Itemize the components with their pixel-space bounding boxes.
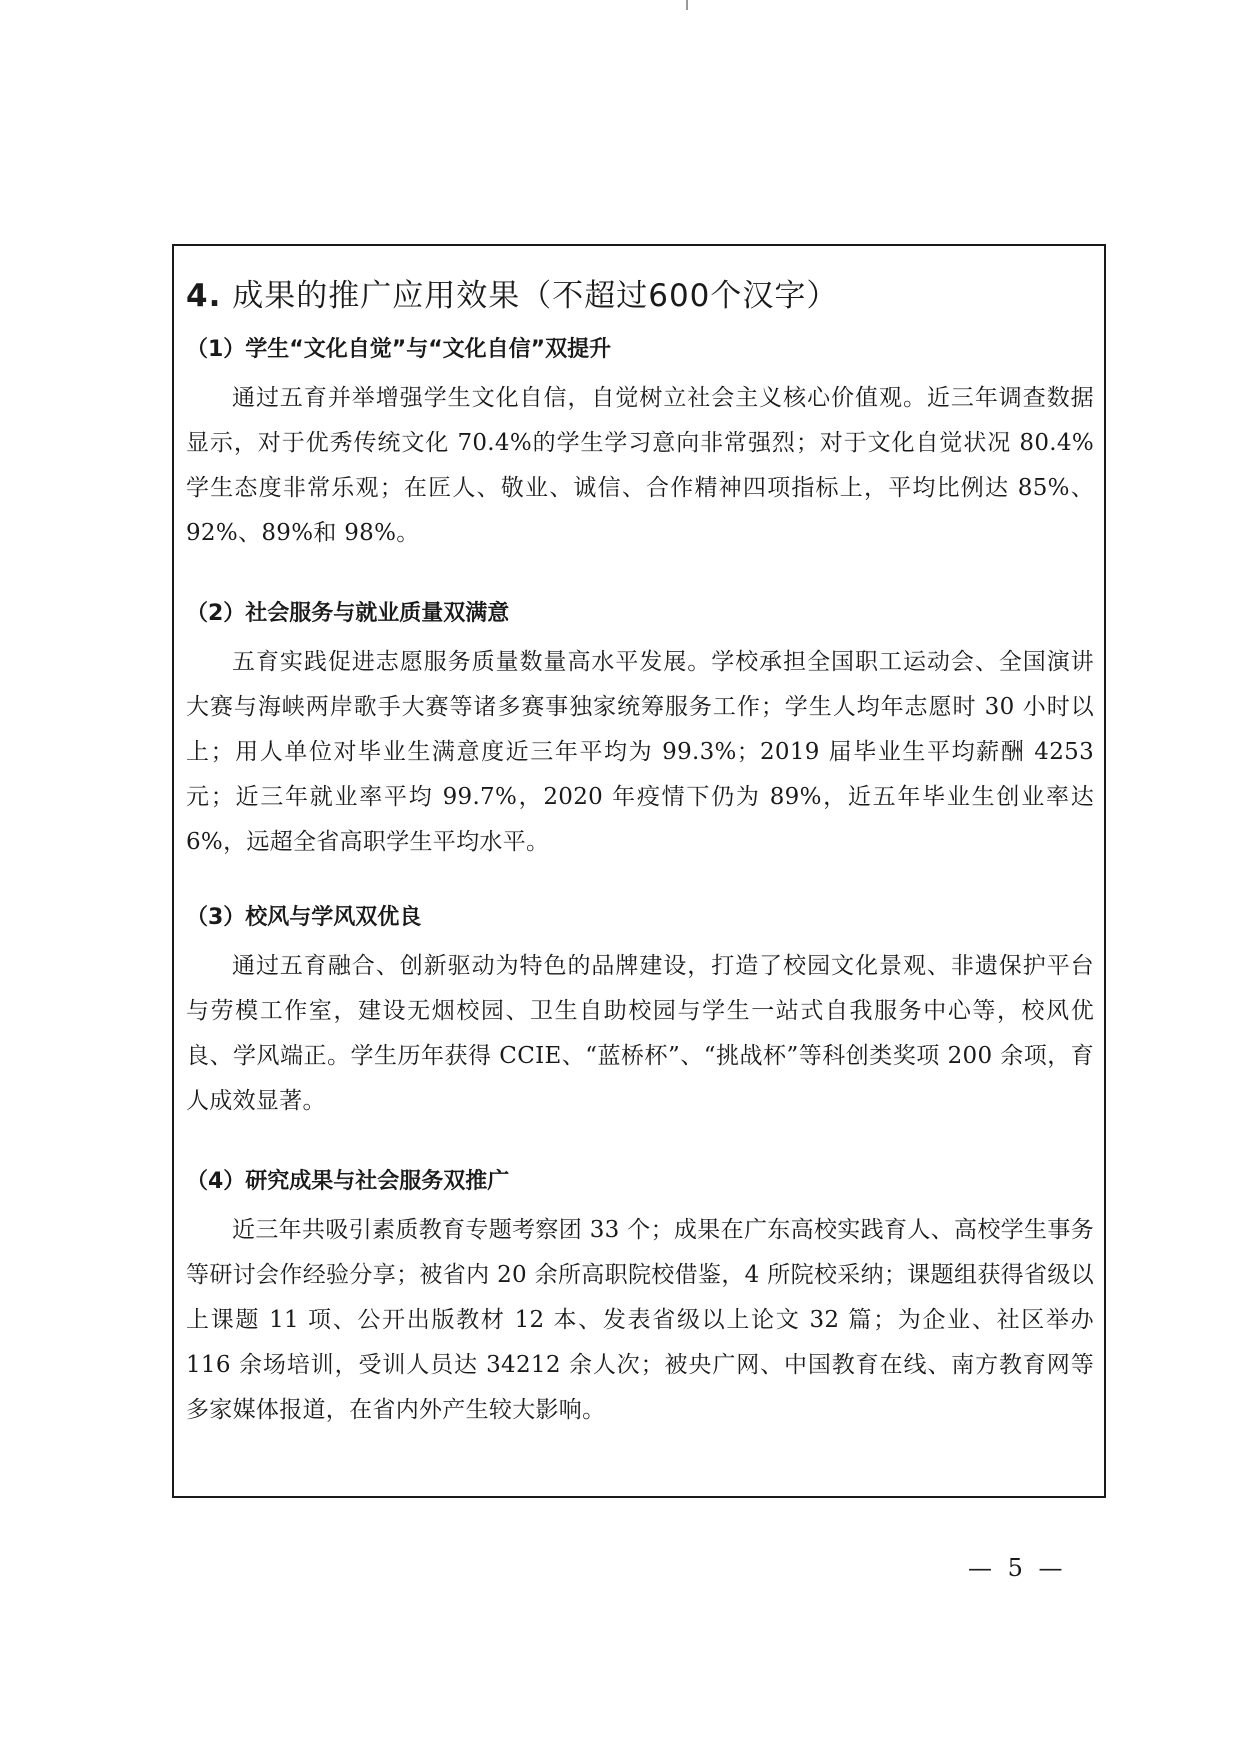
subsection-title-4: （4）研究成果与社会服务双推广 xyxy=(186,1169,510,1194)
subsection-body-1: 通过五育并举增强学生文化自信，自觉树立社会主义核心价值观。近三年调查数据显示，对于优秀传统文化 70.4%的学生学习意向非常强烈；对于文化自觉状况 80.4%学生态度非常乐观；在匠人、敬业、诚信、合作精神四项指标上，平均比例达 85%、92%、89%和 98%。 xyxy=(186,385,1094,546)
page-number: — 5 — xyxy=(968,1554,1067,1582)
scan-mark xyxy=(686,0,688,10)
section-heading xyxy=(186,270,838,315)
subsection-body-3: 通过五育融合、创新驱动为特色的品牌建设，打造了校园文化景观、非遗保护平台与劳模工作室，建设无烟校园、卫生自助校园与学生一站式自我服务中心等，校风优良、学风端正。学生历年获得 CCIE、“蓝桥杯”、“挑战杯”等科创类奖项 200 余项，育人成效显著。 xyxy=(186,953,1094,1114)
subsection-body-2: 五育实践促进志愿服务质量数量高水平发展。学校承担全国职工运动会、全国演讲大赛与海峡两岸歌手大赛等诸多赛事独家统筹服务工作；学生人均年志愿时 30 小时以上；用人单位对毕业生满意度近三年平均为 99.3%；2019 届毕业生平均薪酬 4253 元；近三年就业率平均 99.7%，2020 年疫情下仍为 89%，近五年毕业生创业率达 6%，远超全省高职学生平均水平。 xyxy=(186,649,1094,855)
heading-text: 成果的推广应用效果（不超过600个汉字） xyxy=(232,278,839,314)
heading-number: 4. xyxy=(186,278,222,314)
subsection-title-1: （1）学生“文化自觉”与“文化自信”双提升 xyxy=(186,337,612,362)
subsection-title-3: （3）校风与学风双优良 xyxy=(186,905,422,930)
subsection-body-4: 近三年共吸引素质教育专题考察团 33 个；成果在广东高校实践育人、高校学生事务等研讨会作经验分享；被省内 20 余所高职院校借鉴，4 所院校采纳；课题组获得省级以上课题 11 项、公开出版教材 12 本、发表省级以上论文 32 篇；为企业、社区举办 116 余场培训，受训人员达 34212 余人次；被央广网、中国教育在线、南方教育网等多家媒体报道，在省内外产生较大影响。 xyxy=(186,1217,1094,1423)
subsection-title-2: （2）社会服务与就业质量双满意 xyxy=(186,601,510,626)
